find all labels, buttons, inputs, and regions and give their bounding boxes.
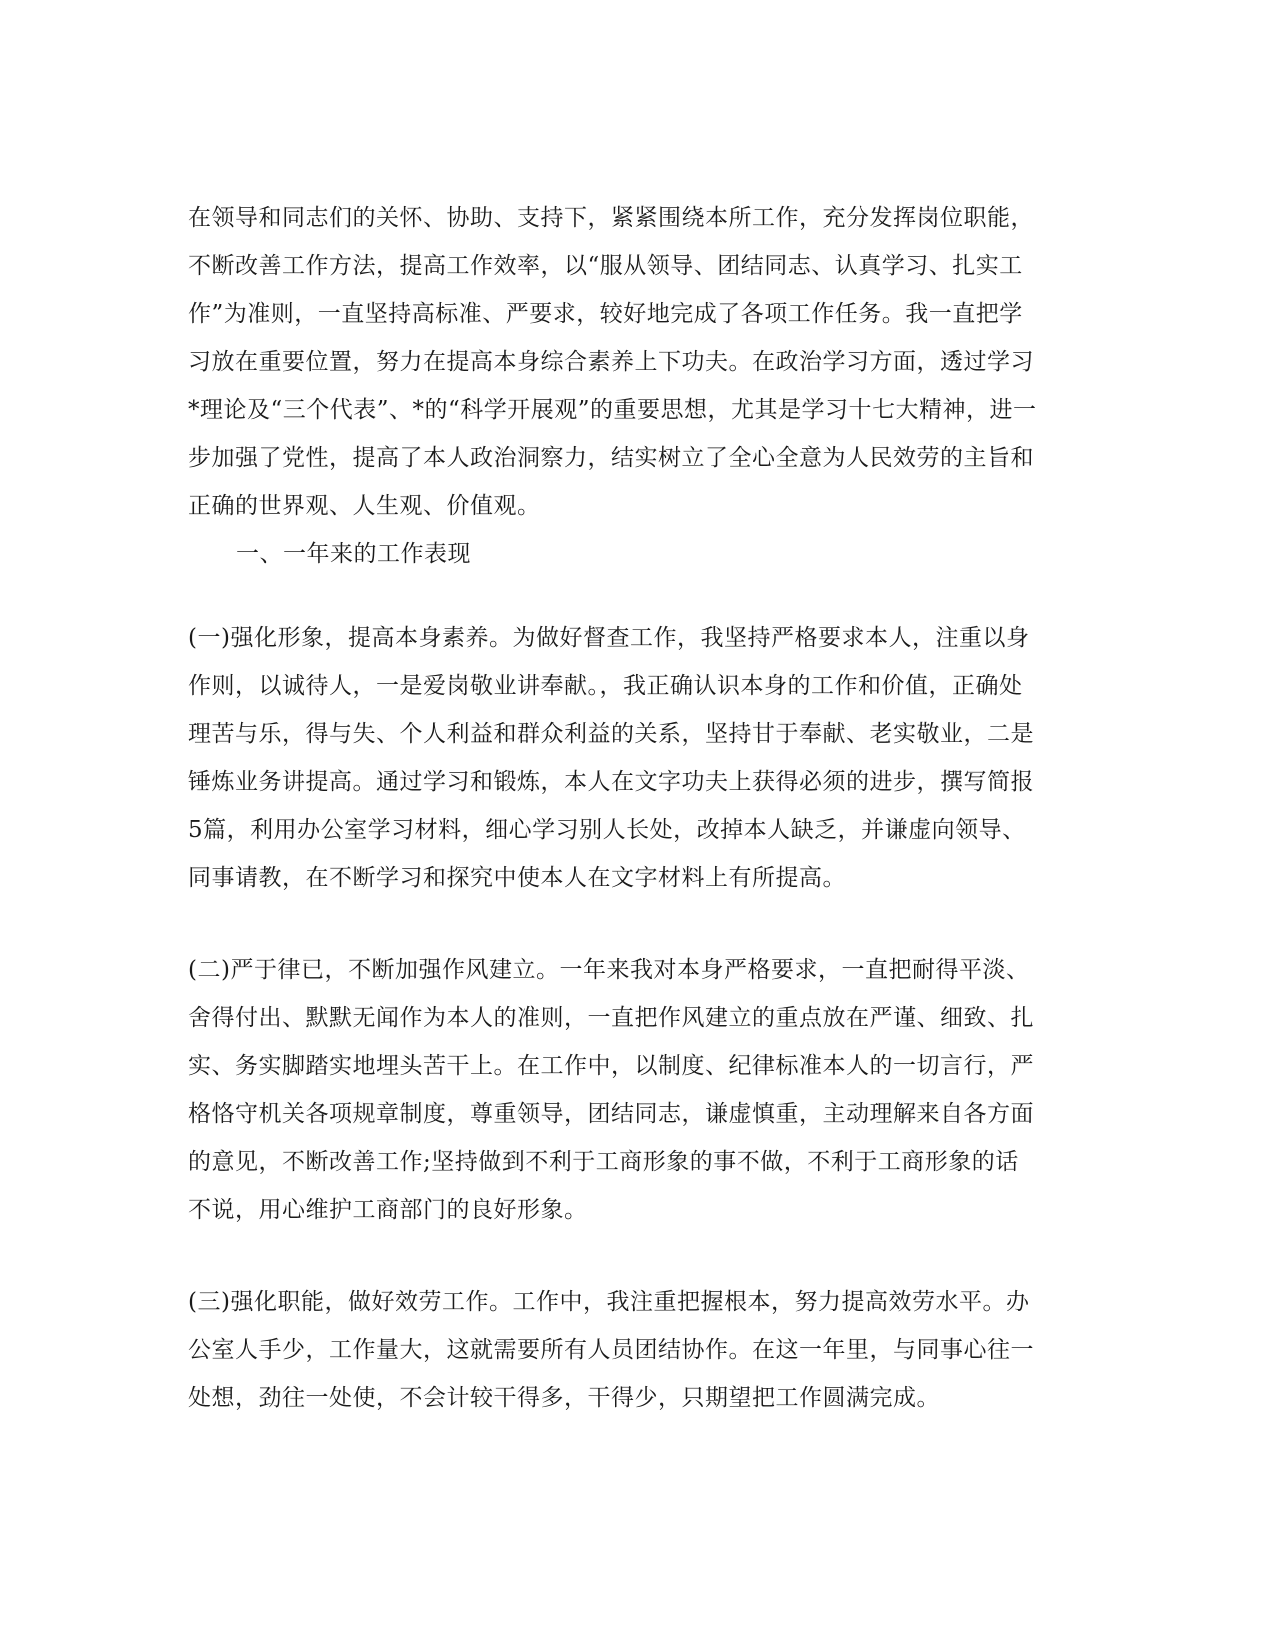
section-3-line: 公室人手少，工作量大，这就需要所有人员团结协作。在这一年里，与同事心往一 [188, 1337, 1034, 1363]
intro-line: 不断改善工作方法，提高工作效率，以“服从领导、团结同志、认真学习、扎实工 [188, 253, 1023, 279]
section-1-line: 锤炼业务讲提高。通过学习和锻炼，本人在文字功夫上获得必须的进步，撰写简报 [188, 769, 1034, 795]
section-1-paragraph [188, 614, 1088, 902]
section-heading: 一、一年来的工作表现 [236, 541, 471, 567]
section-3-line: (三)强化职能，做好效劳工作。工作中，我注重把握根本，努力提高效劳水平。办 [188, 1289, 1030, 1315]
section-3-paragraph [188, 1278, 1088, 1422]
section-2-line: 格恪守机关各项规章制度，尊重领导，团结同志，谦虚慎重，主动理解来自各方面 [188, 1101, 1034, 1127]
intro-paragraph [188, 194, 1088, 530]
section-2-paragraph [188, 946, 1088, 1234]
section-2-line: (二)严于律已，不断加强作风建立。一年来我对本身严格要求，一直把耐得平淡、 [188, 957, 1030, 983]
section-2-line: 实、务实脚踏实地埋头苦干上。在工作中，以制度、纪律标准本人的一切言行，严 [188, 1053, 1034, 1079]
section-1-line: 同事请教，在不断学习和探究中使本人在文字材料上有所提高。 [188, 865, 846, 891]
section-2-line: 的意见，不断改善工作;坚持做到不利于工商形象的事不做，不利于工商形象的话 [188, 1149, 1019, 1175]
section-1-line: 5篇，利用办公室学习材料，细心学习别人长处，改掉本人缺乏，并谦虚向领导、 [188, 817, 1026, 843]
intro-line: 正确的世界观、人生观、价值观。 [188, 493, 541, 519]
section-2-line: 舍得付出、默默无闻作为本人的准则，一直把作风建立的重点放在严谨、细致、扎 [188, 1005, 1034, 1031]
section-1-line: (一)强化形象，提高本身素养。为做好督查工作，我坚持严格要求本人，注重以身 [188, 625, 1030, 651]
intro-line: 作”为准则，一直坚持高标准、严要求，较好地完成了各项工作任务。我一直把学 [188, 301, 1023, 327]
section-2-line: 不说，用心维护工商部门的良好形象。 [188, 1197, 588, 1223]
intro-line: 在领导和同志们的关怀、协助、支持下，紧紧围绕本所工作，充分发挥岗位职能， [188, 205, 1034, 231]
section-1-line: 理苦与乐，得与失、个人利益和群众利益的关系，坚持甘于奉献、老实敬业，二是 [188, 721, 1034, 747]
intro-line: 习放在重要位置，努力在提高本身综合素养上下功夫。在政治学习方面，透过学习 [188, 349, 1034, 375]
section-3-line: 处想，劲往一处使，不会计较干得多，干得少，只期望把工作圆满完成。 [188, 1385, 940, 1411]
intro-line: 步加强了党性，提高了本人政治洞察力，结实树立了全心全意为人民效劳的主旨和 [188, 445, 1034, 471]
section-1-line: 作则，以诚待人，一是爱岗敬业讲奉献。，我正确认识本身的工作和价值，正确处 [188, 673, 1023, 699]
intro-line: *理论及“三个代表”、*的“科学开展观”的重要思想，尤其是学习十七大精神，进一 [188, 397, 1037, 423]
section-heading-block [188, 530, 1088, 578]
